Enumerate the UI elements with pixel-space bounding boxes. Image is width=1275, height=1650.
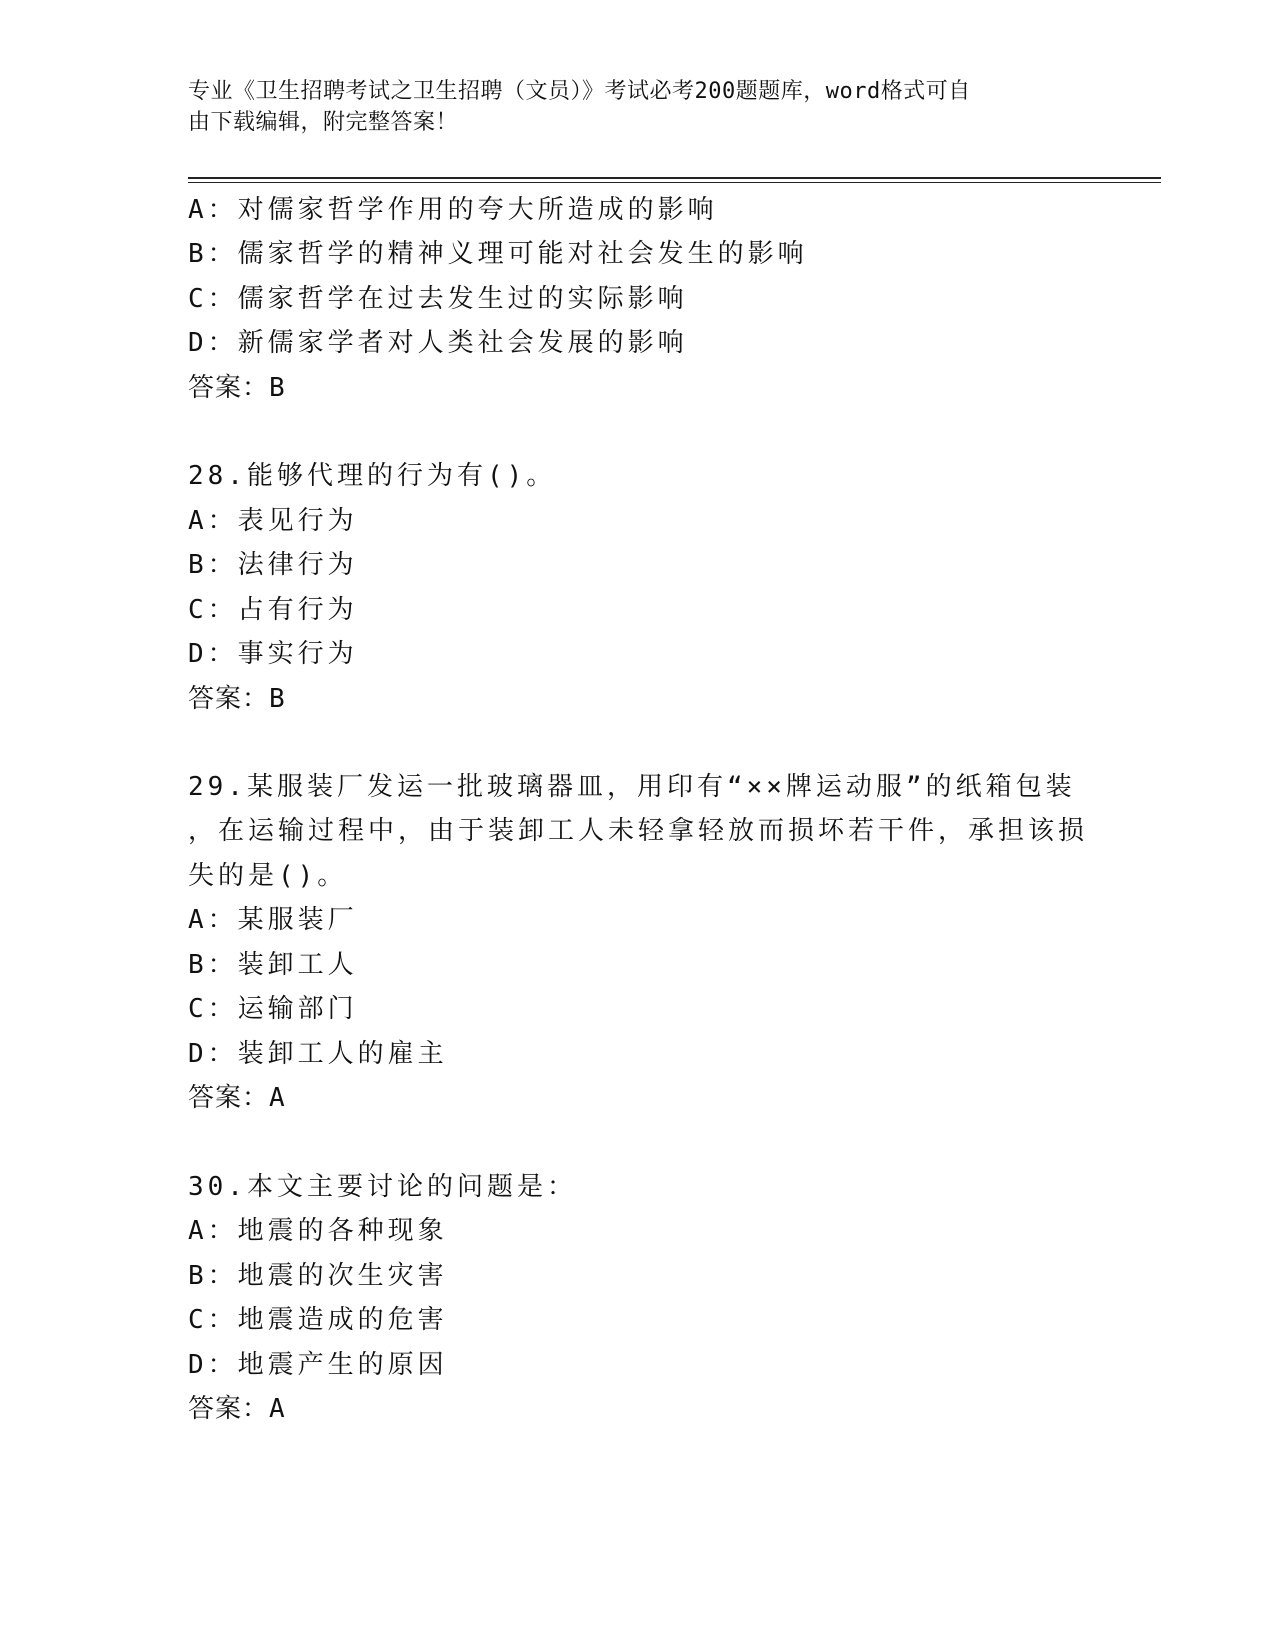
q30-option-c: C：地震造成的危害 — [188, 1305, 448, 1335]
q29-option-a: A：某服装厂 — [188, 905, 358, 935]
q27-answer: 答案：B — [188, 373, 286, 403]
q29-question-line-3: 失的是()。 — [188, 861, 348, 891]
q27-option-d: D：新儒家学者对人类社会发展的影响 — [188, 328, 688, 358]
q29-question-line-2: ，在运输过程中，由于装卸工人未轻拿轻放而损坏若干件，承担该损 — [188, 816, 1089, 846]
document-header — [188, 76, 1088, 138]
q28-option-d: D：事实行为 — [188, 639, 358, 669]
q27-option-a: A：对儒家哲学作用的夸大所造成的影响 — [188, 195, 718, 225]
header-line-2: 由下载编辑，附完整答案！ — [188, 110, 459, 135]
header-divider-thin — [188, 182, 1161, 183]
q30-option-d: D：地震产生的原因 — [188, 1350, 448, 1380]
q27-option-b: B：儒家哲学的精神义理可能对社会发生的影响 — [188, 239, 808, 269]
q29-option-b: B：装卸工人 — [188, 950, 358, 980]
q28-option-b: B：法律行为 — [188, 550, 358, 580]
q30-answer: 答案：A — [188, 1394, 286, 1424]
header-divider-thick — [188, 177, 1161, 179]
q30-option-b: B：地震的次生灾害 — [188, 1261, 448, 1291]
q29-question-line-1: 29.某服装厂发运一批玻璃器皿，用印有“××牌运动服”的纸箱包装 — [188, 772, 1076, 802]
q30-option-a: A：地震的各种现象 — [188, 1216, 448, 1246]
q28-question: 28.能够代理的行为有()。 — [188, 461, 557, 491]
q29-option-d: D：装卸工人的雇主 — [188, 1039, 448, 1069]
q29-option-c: C：运输部门 — [188, 994, 358, 1024]
q29-answer: 答案：A — [188, 1083, 286, 1113]
q28-answer: 答案：B — [188, 684, 286, 714]
header-line-1: 专业《卫生招聘考试之卫生招聘（文员）》考试必考200题题库，word格式可自 — [188, 79, 971, 104]
q27-option-c: C：儒家哲学在过去发生过的实际影响 — [188, 284, 688, 314]
q28-option-c: C：占有行为 — [188, 595, 358, 625]
q30-question: 30.本文主要讨论的问题是： — [188, 1172, 577, 1202]
q28-option-a: A：表见行为 — [188, 506, 358, 536]
